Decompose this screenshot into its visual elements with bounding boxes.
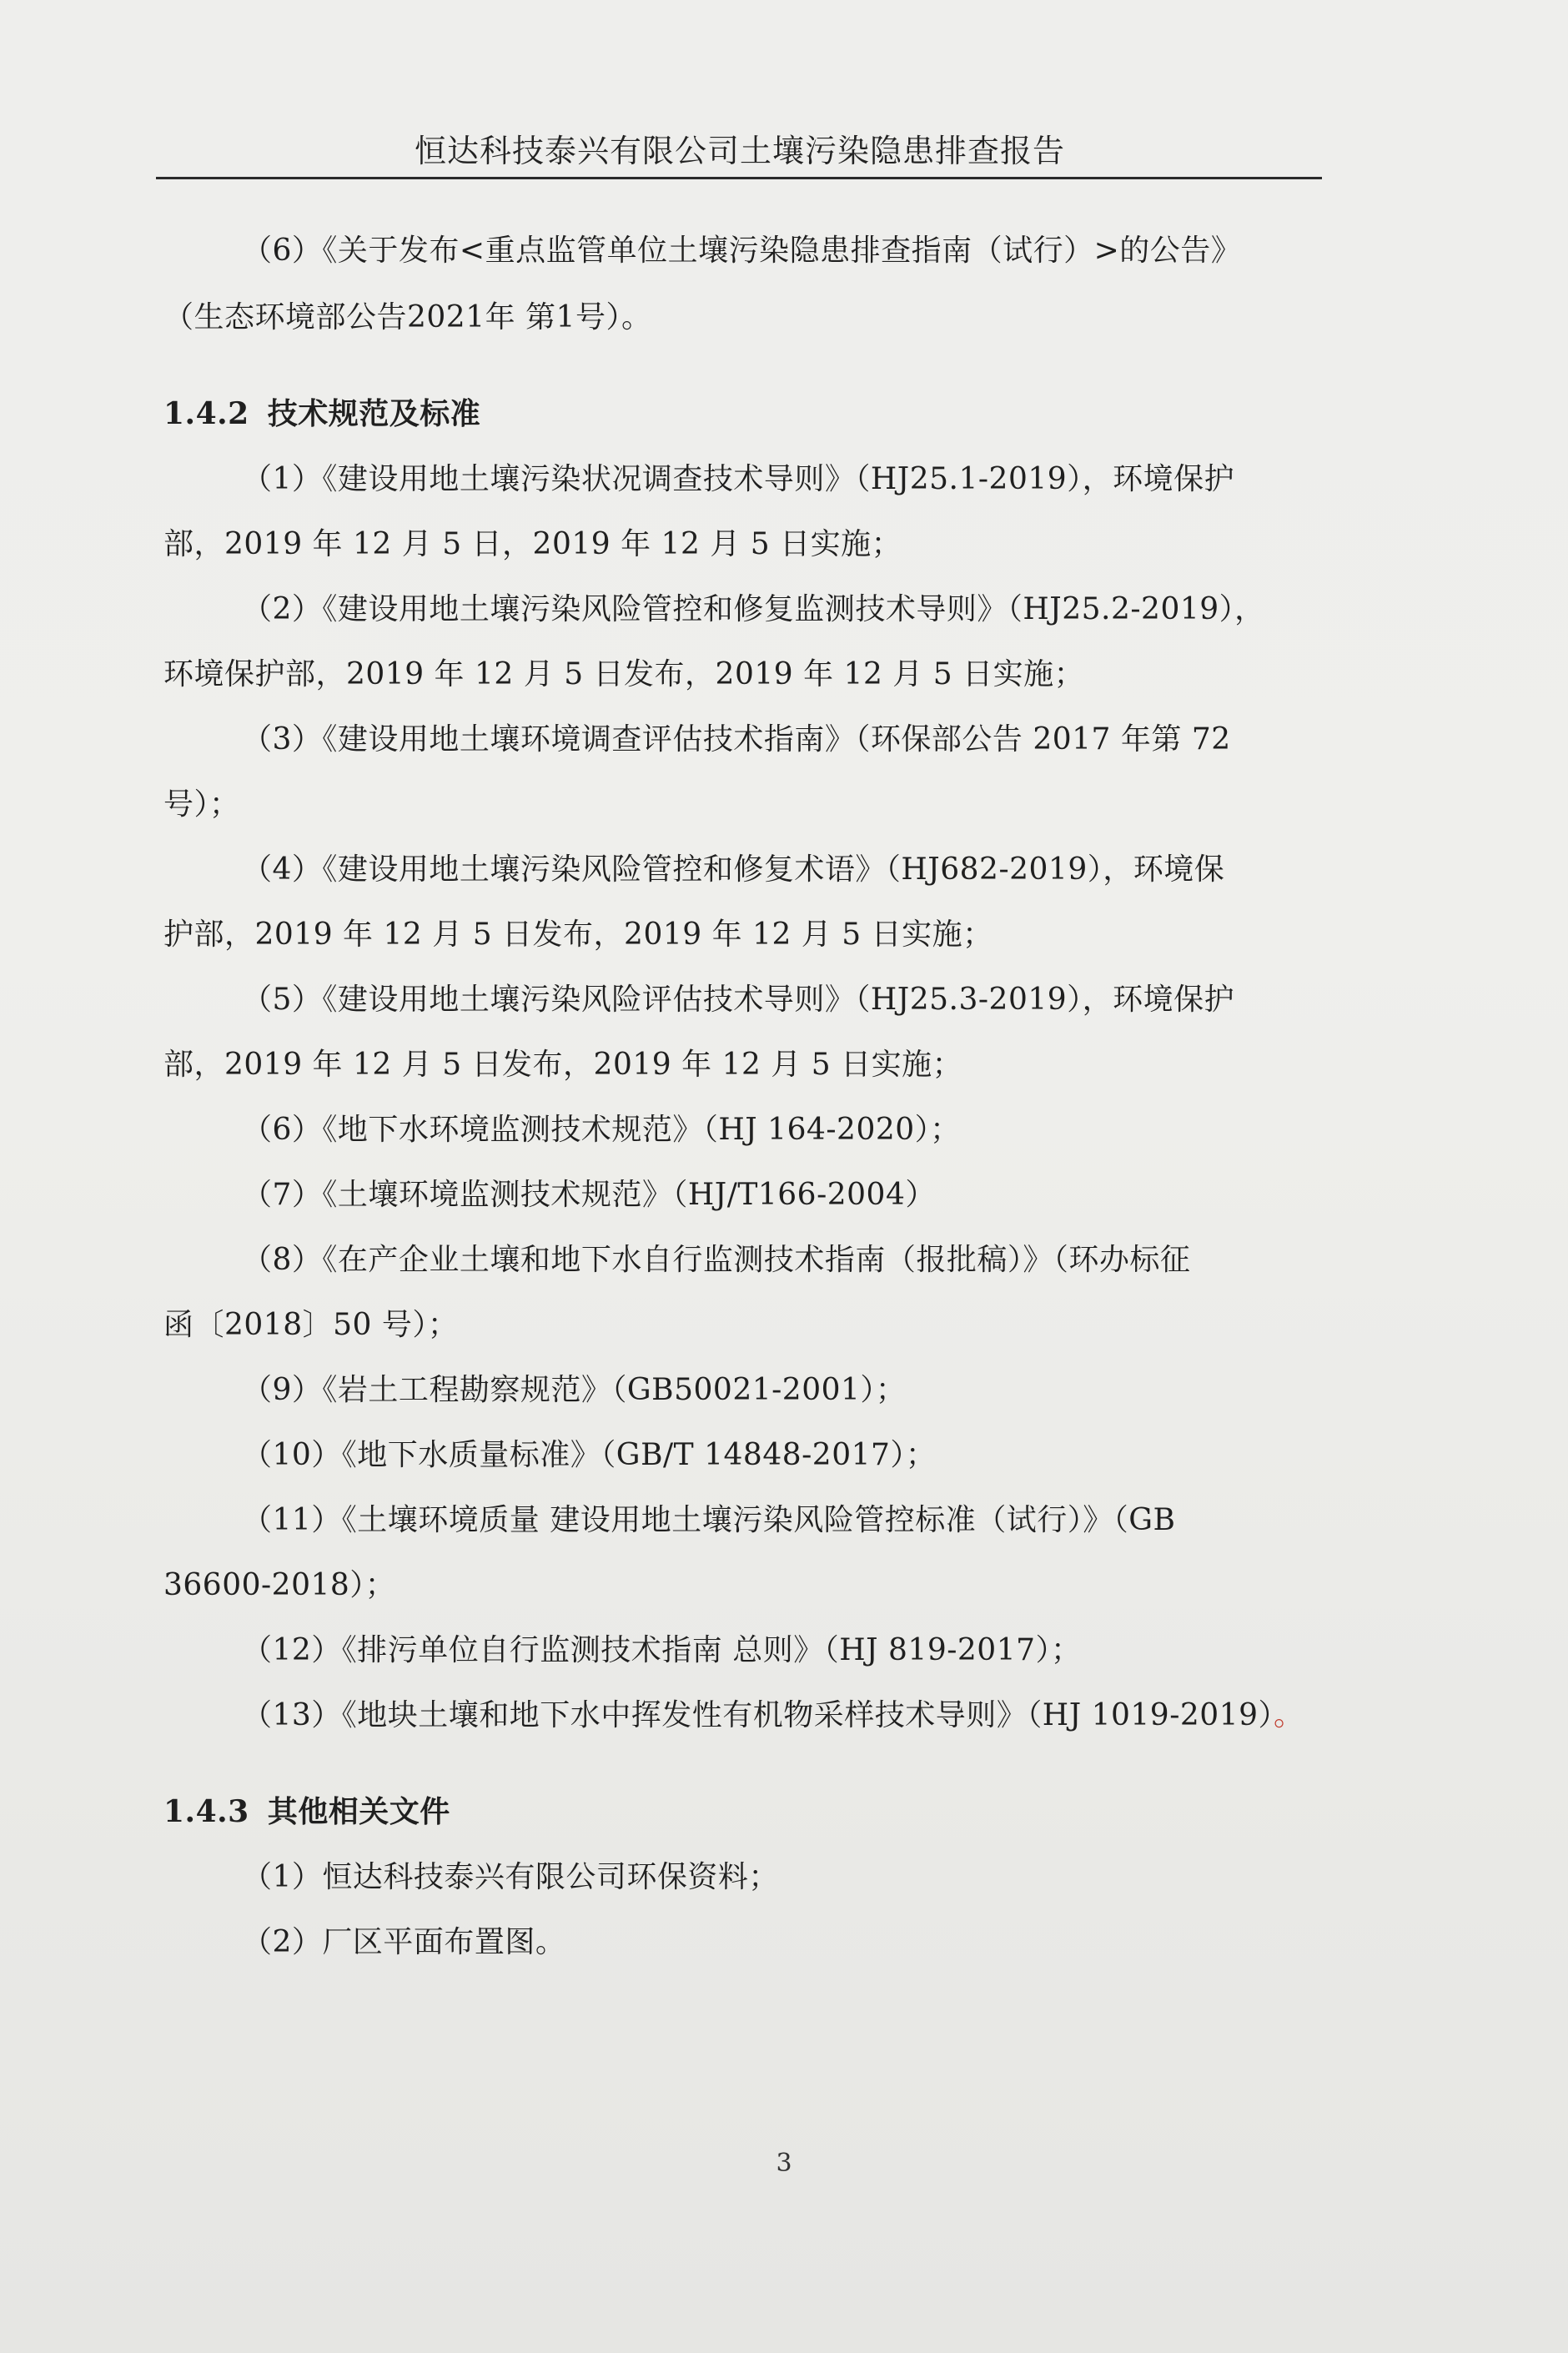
ref-line: 部，2019 年 12 月 5 日，2019 年 12 月 5 日实施； xyxy=(163,527,902,561)
section-title: 技术规范及标准 xyxy=(267,396,481,431)
page-header-title: 恒达科技泰兴有限公司土壤污染隐患排查报告 xyxy=(414,133,1065,169)
ref-line: 函〔2018〕50 号）； xyxy=(163,1308,459,1342)
ref-line: 号）； xyxy=(163,787,240,822)
section-heading-1-4-3 xyxy=(163,1788,450,1831)
section-heading-1-4-2 xyxy=(163,390,480,433)
ref-line: （9）《岩土工程勘察规范》（GB50021-2001）； xyxy=(242,1373,907,1407)
ref-line: （11）《土壤环境质量 建设用地土壤污染风险管控标准（试行）》（GB xyxy=(242,1503,1176,1537)
ref-line: 36600-2018）； xyxy=(163,1568,396,1602)
ref-line: 环境保护部，2019 年 12 月 5 日发布，2019 年 12 月 5 日实施； xyxy=(163,657,1085,691)
ref-line: （2）《建设用地土壤污染风险管控和修复监测技术导则》（HJ25.2-2019）， xyxy=(242,592,1265,626)
ref-line: （5）《建设用地土壤污染风险评估技术导则》（HJ25.3-2019），环境保护 xyxy=(242,983,1235,1017)
page-number: 3 xyxy=(776,2149,792,2178)
ref-line: 护部，2019 年 12 月 5 日发布，2019 年 12 月 5 日实施； xyxy=(163,918,993,952)
red-period-mark: 。 xyxy=(1273,1698,1304,1732)
other-file-line: （2）厂区平面布置图。 xyxy=(242,1925,566,1959)
ref-line: （10）《地下水质量标准》（GB/T 14848-2017）； xyxy=(242,1438,937,1472)
ref-line: （7）《土壤环境监测技术规范》（HJ/T166-2004） xyxy=(242,1178,936,1212)
ref-line: （4）《建设用地土壤污染风险管控和修复术语》（HJ682-2019），环境保 xyxy=(242,852,1225,887)
intro-item-line-2: （生态环境部公告2021年 第1号）。 xyxy=(163,300,652,334)
section-number: 1.4.3 xyxy=(163,1794,249,1829)
ref-line-last xyxy=(242,1692,1304,1734)
ref-line: （12）《排污单位自行监测技术指南 总则》（HJ 819-2017）； xyxy=(242,1633,1082,1667)
other-file-line: （1）恒达科技泰兴有限公司环保资料； xyxy=(242,1860,779,1894)
ref-line-text: （13）《地块土壤和地下水中挥发性有机物采样技术导则》（HJ 1019-2019） xyxy=(242,1698,1274,1732)
ref-line: （8）《在产企业土壤和地下水自行监测技术指南（报批稿）》（环办标征 xyxy=(242,1243,1191,1277)
ref-line: （6）《地下水环境监测技术规范》（HJ 164-2020）； xyxy=(242,1113,961,1147)
ref-line: （3）《建设用地土壤环境调查评估技术指南》（环保部公告 2017 年第 72 xyxy=(242,722,1231,757)
ref-line: （1）《建设用地土壤污染状况调查技术导则》（HJ25.1-2019），环境保护 xyxy=(242,462,1235,496)
intro-item-line-1: （6）《关于发布<重点监管单位土壤污染隐患排查指南（试行）>的公告》 xyxy=(242,234,1242,268)
section-number: 1.4.2 xyxy=(163,396,249,431)
ref-line: 部，2019 年 12 月 5 日发布，2019 年 12 月 5 日实施； xyxy=(163,1048,963,1082)
header-rule xyxy=(156,177,1322,179)
section-title: 其他相关文件 xyxy=(267,1794,450,1829)
